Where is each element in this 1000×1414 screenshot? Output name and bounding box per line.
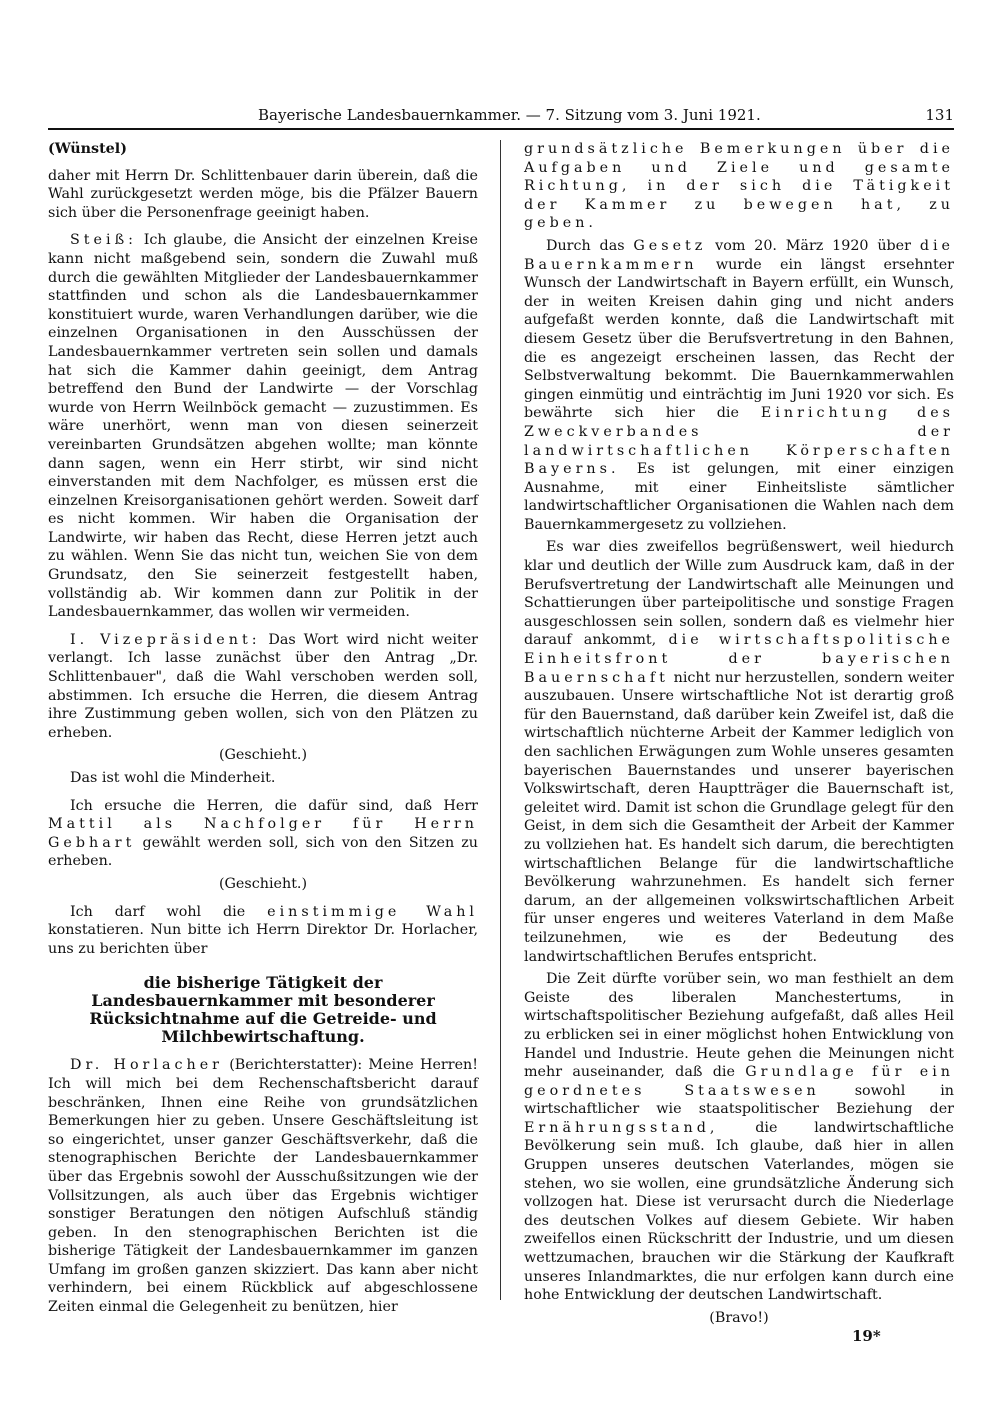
paragraph-text: Ich glaube, die Ansicht der einzelnen Kreise kann nicht maßgebend sein, sondern die Zuwahl muß durch die gewählten Mitglieder der Landesbauernkammer stattfinden und schon als die Landesbauernkammer konstituiert wurde, waren Verhandlungen darüber, wie die einzelnen Organisationen in den Ausschüssen der Landesbauernkammer vertreten sein sollen und damals hat sich die Kammer dahin geeinigt, dem Antrag betreffend den Bund der Landwirte — der Vorschlag wurde von Herrn Weilnböck gemacht — zuzustimmen. Es wäre unerhört, wenn man von diesen seinerzeit vereinbarten Grundsätzen abgehen wollte; man könnte dann sagen, wenn ein Herr stirbt, wir sind nicht einverstanden mit dem Nachfolger, es müssen erst die einzelnen Kreisorganisationen gehört werden. Soweit darf es nicht kommen. Wir haben die Organisation der Landwirte, wir haben das Recht, diese Herren jetzt auch zu wählen. Wenn Sie das nicht tun, weichen Sie von dem Grundsatz, den Sie seinerzeit festgestellt haben, vollständig ab. Wir kommen dann zur Politik in der Landesbauernkammer, das wollen wir vermeiden.: [48, 232, 478, 621]
paragraph-text: Ich ersuche die Herren, die dafür sind, daß Herr: [70, 797, 478, 814]
header-rule: [48, 128, 954, 130]
column-divider: [500, 140, 501, 1300]
spaced-text: Einrichtung des Zweckverbandes der landwirtschaftlichen Körperschaften Bayerns.: [524, 405, 954, 478]
paragraph: daher mit Herrn Dr. Schlittenbauer darin überein, daß die Wahl zurückgesetzt werden möge, bis die Pfälzer Bauern sich über die Personenfrage geeinigt haben.: [48, 167, 478, 221]
paragraph-text: Das Wort wird nicht weiter verlangt. Ich lasse zunächst über den Antrag „Dr. Schlittenbauer", daß die Wahl verschoben werden soll, abstimmen. Ich ersuche die Herren, die diesem Antrag ihre Zustimmung geben wollen, sich von den Plätzen zu erheben.: [48, 631, 478, 741]
speaker-name: Steiß:: [70, 232, 137, 249]
spaced-paragraph: grundsätzliche Bemerkungen über die Aufgaben und Ziele und gesamte Richtung, in der sich die Tätigkeit der Kammer zu bewegen hat, zu geben.: [524, 141, 954, 232]
paragraph-text: nicht nur herzustellen, sondern weiter auszubauen. Unsere wirtschaftliche Not ist derartig groß für den Bauernstand, daß darüber kein Zweifel ist, daß die wirtschaftlich nüchterne Arbeit der Kammer lediglich von den sachlichen Erwägungen zum Wohle unseres gesamten bayerischen Bauernstandes und unserer bayerischen Volkswirtschaft, deren Hauptträger die Bauernschaft ist, geleitet wird. Damit ist schon die Grundlage gelegt für den Geist, in dem sich die Gesamtheit der Arbeit der Kammer zu vollziehen hat. Es handelt sich darum, die berechtigten wirtschaftlichen Belange für die landwirtschaftliche Bevölkerung wahrzunehmen. Es handelt sich ferner darum, an der allgemeinen volkswirtschaftlichen Arbeit für unser engeres und weiteres Vaterland in dem Maße teilzunehmen, wie es der Bedeutung des landwirtschaftlichen Berufes entspricht.: [524, 669, 954, 965]
paragraph: [48, 903, 478, 959]
applause-note: (Bravo!): [709, 1309, 769, 1326]
paragraph: [48, 631, 478, 743]
left-column: [48, 140, 478, 1317]
paragraph-text: die landwirtschaftliche Bevölkerung sein muß. Ich glaube, daß hier in allen Gruppen unseres deutschen Vaterlandes, mögen sie stehen, wo sie wollen, eine grundsätzliche Änderung sich vollzogen hat. Diese ist verursacht durch die Niederlage des deutschen Volkes auf diesem Gebiete. Wir haben zweifellos einen Rückschritt der Industrie, und um diesen wettzumachen, brauchen wir die Stärkung der Kaufkraft unseres Inlandmarktes, die nur erfolgen kann durch eine hohe Entwicklung der deutschen Landwirtschaft.: [524, 1119, 954, 1304]
speaker-label: (Wünstel): [48, 141, 127, 157]
section-heading: die bisherige Tätigkeit der Landesbauernkammer mit besonderer Rücksichtnahme auf die Getreide- und Milchbewirtschaftung.: [89, 973, 437, 1047]
paragraph: [48, 1056, 478, 1316]
paragraph-text: sowohl in wirtschaftlicher wie staatspolitischer Beziehung der: [524, 1082, 954, 1118]
paragraph-text: vom 20. März 1920 über: [706, 237, 920, 254]
paragraph: [524, 538, 954, 966]
paragraph: [48, 231, 478, 621]
stage-direction: (Geschieht.): [218, 747, 308, 764]
paragraph: Das ist wohl die Minderheit.: [70, 770, 276, 786]
paragraph-text: Meine Herren! Ich will mich bei dem Rechenschaftsbericht darauf beschränken, Ihnen eine Reihe von grundsätzlichen Bemerkungen hier zu geben. Unsere Geschäftsleitung ist so eingerichtet, unser ganzer Geschäftsverkehr, daß die stenographischen Berichte der Landesbauernkammer über das Ergebnis sowohl der Ausschußsitzungen wie der Vollsitzungen, als auch über das Ergebnis wichtiger sonstiger Beratungen den nötigen Aufschluß ständig geben. In den stenographischen Berichten ist die bisherige Tätigkeit der Landesbauernkammer im ganzen Umfang im großen ganzen skizziert. Das kann aber nicht verhindern, bei einem Rückblick auf abgeschlossene Zeiten einmal die Gelegenheit zu benützen, hier: [48, 1057, 478, 1316]
signature-mark: 19*: [852, 1327, 881, 1345]
page-number: 131: [925, 106, 954, 124]
paragraph-text: Ich darf wohl die: [70, 903, 268, 920]
running-header: [48, 104, 954, 126]
spaced-text: Ernährungsstand,: [524, 1119, 719, 1136]
paragraph-text: Es ist gelungen, mit einer einzigen Ausnahme, mit einer Einheitsliste sämtlicher landwirtschaftlicher Organisationen die Wahlen nach dem Bauernkammergesetz zu vollziehen.: [524, 461, 954, 533]
paragraph: [524, 237, 954, 535]
paragraph: [48, 797, 478, 871]
paragraph-text: Es war dies zweifellos begrüßenswert, weil hiedurch klar und deutlich der Wille zum Ausdruck kam, daß in der Berufsvertretung der Landwirtschaft alle Meinungen und Schattierungen über parteipolitische und sonstige Fragen ausgeschlossen sein sollen, sondern daß es vielmehr hier darauf ankommt,: [524, 539, 954, 649]
right-column: [524, 140, 954, 1327]
spaced-text: die Bauernkammern: [524, 237, 954, 273]
paragraph-text: gewählt werden soll, sich von den Sitzen zu erheben.: [48, 834, 478, 870]
speaker-name: I. Vizepräsident:: [70, 631, 261, 648]
spaced-text: Grundlage für ein geordnetes Staatswesen: [524, 1064, 954, 1099]
spaced-text: Mattil als Nachfolger für Herrn Gebhart: [48, 816, 478, 851]
header-title: Bayerische Landesbauernkammer. — 7. Sitzung vom 3. Juni 1921.: [258, 106, 761, 124]
paragraph: [524, 970, 954, 1305]
stage-direction: (Geschieht.): [218, 875, 308, 892]
paragraph-text: konstatieren. Nun bitte ich Herrn Direktor Dr. Horlacher, uns zu berichten über: [48, 922, 478, 957]
spaced-text: Gesetz: [633, 237, 707, 254]
paragraph-text: Die Zeit dürfte vorüber sein, wo man festhielt an dem Geiste des liberalen Manchestertums, in wirtschaftspolitischer Beziehung aufgefaßt, daß alles Heil zu erblicken sei in einer möglichst hohen Entwicklung von Handel und Industrie. Heute gehen die Meinungen nicht mehr auseinander, daß die: [524, 971, 954, 1081]
spaced-text: die wirtschaftspolitische Einheitsfront der bayerischen Bauernschaft: [524, 632, 954, 686]
paragraph-text: wurde ein längst ersehnter Wunsch der Landwirtschaft in Bayern erfüllt, ein Wunsch, der in weiten Kreisen dahin ging und nicht anders aufgefaßt werden konnte, daß die Landwirtschaft mit diesem Gesetz über die Berufsvertretung in den Bahnen, die es angezeigt erscheinen lassen, das Recht der Selbstverwaltung bekommt. Die Bauernkammerwahlen gingen einmütig und einträchtig im Juni 1920 vor sich. Es bewährte sich hier die: [524, 256, 954, 422]
spaced-text: einstimmige Wahl: [267, 903, 479, 920]
speaker-name: Dr. Horlacher: [70, 1057, 223, 1074]
paragraph-text: Durch das: [546, 237, 634, 254]
speaker-role: (Berichterstatter):: [223, 1057, 369, 1074]
